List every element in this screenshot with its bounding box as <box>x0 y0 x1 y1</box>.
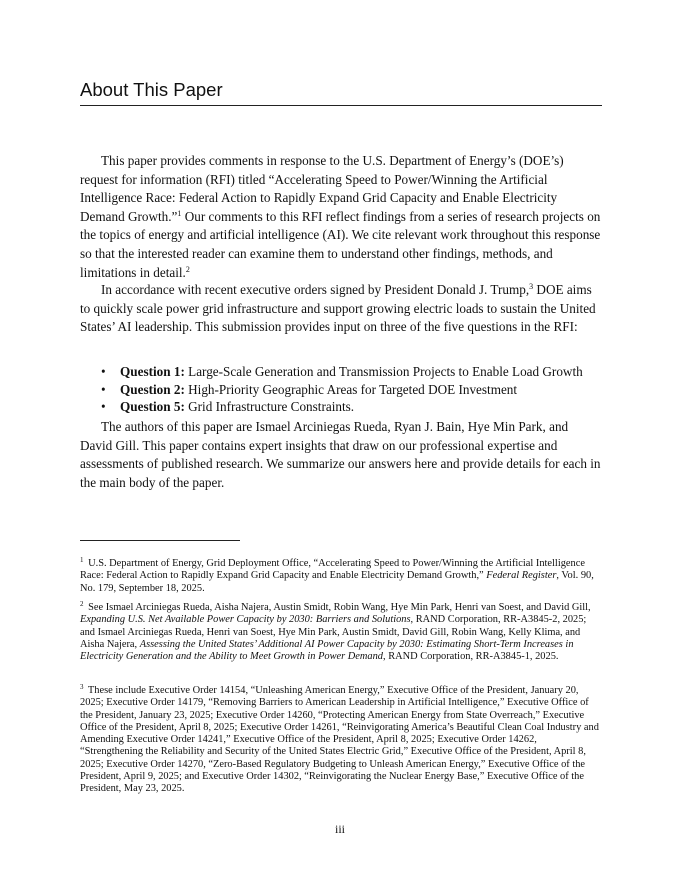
intro-text-b: Our comments to this RFI reflect findings from a series of research projects on the topics of energy and artificial intelligence (AI). We cite relevant work throughout this response so that the interested reader can examine them to understand other findings, methods, and limitations in detail. <box>80 208 601 280</box>
heading-rule <box>80 105 602 106</box>
list-item <box>80 363 602 381</box>
footnote-1 <box>80 554 602 595</box>
footnote-italic: Federal Register <box>486 570 557 582</box>
question-text: Grid Infrastructure Constraints. <box>184 399 355 415</box>
footnote-italic: Expanding U.S. Net Available Power Capacity by 2030: Barriers and Solutions <box>80 614 411 626</box>
footnote-text: , Vol. 90, No. 179, September 18, 2025. <box>80 570 594 594</box>
footnote-2 <box>80 598 602 663</box>
question-list <box>80 363 602 416</box>
bullet-icon: • <box>101 381 106 397</box>
intro-paragraph <box>80 152 602 282</box>
footnote-number: 1 <box>80 556 84 564</box>
list-item <box>80 381 602 399</box>
page-number: iii <box>334 822 345 836</box>
footnote-ref-1[interactable]: 1 <box>177 208 182 218</box>
footnote-italic: Assessing the United States’ Additional AI Power Capacity by 2030: Estimating Short-Term Increases in Electricity Generation and the Ability to Meet Growth in Power Demand <box>80 638 574 663</box>
authors-paragraph: The authors of this paper are Ismael Arciniegas Rueda, Ryan J. Bain, Hye Min Park, and David Gill. This paper contains expert insights that draw on our professional expertise and assessments of published research. We summarize our answers here and provide details for each in the main body of the paper. <box>80 419 601 490</box>
footnote-text: These include Executive Order 14154, “Unleashing American Energy,” Executive Office of the President, January 20, 2025; Executive Order 14179, “Removing Barriers to American Leadership in Artificial Intelligence,” Executive Office of the President, January 23, 2025; Executive Order 14260, “Protecting American Energy from State Overreach,” Executive Office of the President, April 8, 2025; Executive Order 14261, “Reinvigorating America’s Beautiful Clean Coal Industry and Amending Executive Order 14241,” Executive Office of the President, April 8, 2025; Executive Order 14262, “Strengthening the Reliability and Security of the United States Electric Grid,” Executive Office of the President, April 8, 2025; Executive Order 14270, “Zero-Based Regulatory Budgeting to Unleash American Energy,” Executive Office of the President, April 9, 2025; and Executive Order 14302, “Reinvigorating the Nuclear Energy Base,” Executive Office of the President, May 23, 2025. <box>80 685 599 795</box>
question-label: Question 2: <box>120 381 185 397</box>
question-text: High-Priority Geographic Areas for Targeted DOE Investment <box>184 381 518 397</box>
footnote-number: 2 <box>80 600 84 608</box>
footnote-text: See Ismael Arciniegas Rueda, Aisha Najera, Austin Smidt, Robin Wang, Hye Min Park, Henri van Soest, and David Gill, <box>85 602 591 613</box>
bullet-icon: • <box>101 364 106 379</box>
footnote-number: 3 <box>80 683 84 691</box>
eo-text-b: DOE aims to quickly scale power grid infrastructure and support growing electric loads to sustain the United States’ AI leadership. This submission provides input on three of the five questions in the RFI: <box>80 282 596 335</box>
footnote-ref-3[interactable]: 3 <box>529 282 534 291</box>
footnote-ref-2[interactable]: 2 <box>185 264 190 274</box>
eo-text-a: In accordance with recent executive orders signed by President Donald J. Trump, <box>101 282 530 297</box>
bullet-icon: • <box>101 399 106 415</box>
footnote-text: , RAND Corporation, RR-A3845-2, 2025; and Ismael Arciniegas Rueda, Henri van Soest, Hye Min Park, Austin Smidt, David Gill, Robin Wang, Kelly Klima, and Aisha Najera, <box>80 614 587 650</box>
footnote-3 <box>80 681 602 796</box>
question-text: Large-Scale Generation and Transmission Projects to Enable Load Growth <box>184 364 583 379</box>
question-label: Question 1: <box>120 364 185 379</box>
footnote-separator <box>80 540 240 541</box>
executive-orders-paragraph <box>80 281 602 337</box>
footnote-text: U.S. Department of Energy, Grid Deployment Office, “Accelerating Speed to Power/Winning the Artificial Intelligence Race: Federal Action to Rapidly Expand Grid Capacity and Enable Electricity Demand Growth,” <box>80 558 585 582</box>
intro-text-a: This paper provides comments in response to the U.S. Department of Energy’s (DOE’s) request for information (RFI) titled “Accelerating Speed to Power/Winning the Artificial Intelligence Race: Federal Action to Rapidly Expand Grid Capacity and Enable Electricity Demand Growth.” <box>80 153 564 224</box>
section-heading: About This Paper <box>80 79 223 100</box>
list-item <box>80 398 602 416</box>
footnote-text: , RAND Corporation, RR-A3845-1, 2025. <box>383 651 559 663</box>
question-label: Question 5: <box>120 399 185 415</box>
